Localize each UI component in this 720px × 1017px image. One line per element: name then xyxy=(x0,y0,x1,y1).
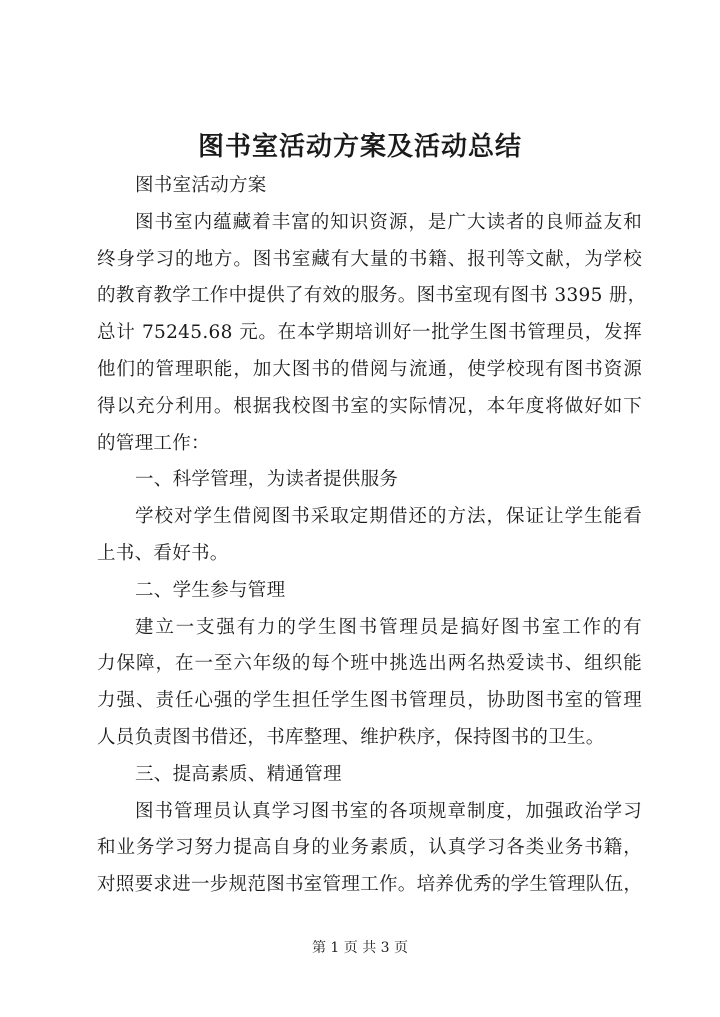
paragraph-line: 得以充分利用。根据我校图书室的实际情况，本年度将做好如下 xyxy=(97,395,642,417)
section-heading-plan: 图书室活动方案 xyxy=(135,175,267,196)
paragraph-line: 力保障，在一至六年级的每个班中挑选出两名热爱读书、组织能 xyxy=(97,653,642,675)
paragraph-line: 图书管理员认真学习图书室的各项规章制度，加强政治学习 xyxy=(135,800,642,822)
paragraph-line: 建立一支强有力的学生图书管理员是搞好图书室工作的有 xyxy=(135,616,642,638)
page-footer: 第 1 页 共 3 页 xyxy=(311,940,409,956)
section-heading-3: 三、提高素质、精通管理 xyxy=(135,763,342,785)
paragraph-line: 力强、责任心强的学生担任学生图书管理员，协助图书室的管理 xyxy=(97,690,642,712)
paragraph-line: 图书室内蕴藏着丰富的知识资源，是广大读者的良师益友和 xyxy=(135,211,642,233)
paragraph-line: 总计 75245.68 元。在本学期培训好一批学生图书管理员，发挥 xyxy=(97,322,642,344)
document-title: 图书室活动方案及活动总结 xyxy=(197,132,522,162)
paragraph-line: 的教育教学工作中提供了有效的服务。图书室现有图书 3395 册， xyxy=(97,285,647,307)
paragraph-line: 的管理工作： xyxy=(97,432,210,454)
paragraph-line: 学校对学生借阅图书采取定期借还的方法，保证让学生能看 xyxy=(135,506,642,528)
paragraph-line: 他们的管理职能，加大图书的借阅与流通，使学校现有图书资源 xyxy=(97,358,642,380)
paragraph-line: 人员负责图书借还，书库整理、维护秩序，保持图书的卫生。 xyxy=(97,726,605,748)
paragraph-line: 对照要求进一步规范图书室管理工作。培养优秀的学生管理队伍， xyxy=(97,874,643,896)
section-heading-1: 一、科学管理，为读者提供服务 xyxy=(135,469,399,491)
document-body xyxy=(97,168,647,904)
paragraph-line: 终身学习的地方。图书室藏有大量的书籍、报刊等文献，为学校 xyxy=(97,248,642,270)
section-heading-2: 二、学生参与管理 xyxy=(135,579,286,601)
paragraph-line: 上书、看好书。 xyxy=(97,542,229,564)
paragraph-line: 和业务学习努力提高自身的业务素质，认真学习各类业务书籍， xyxy=(97,837,642,859)
